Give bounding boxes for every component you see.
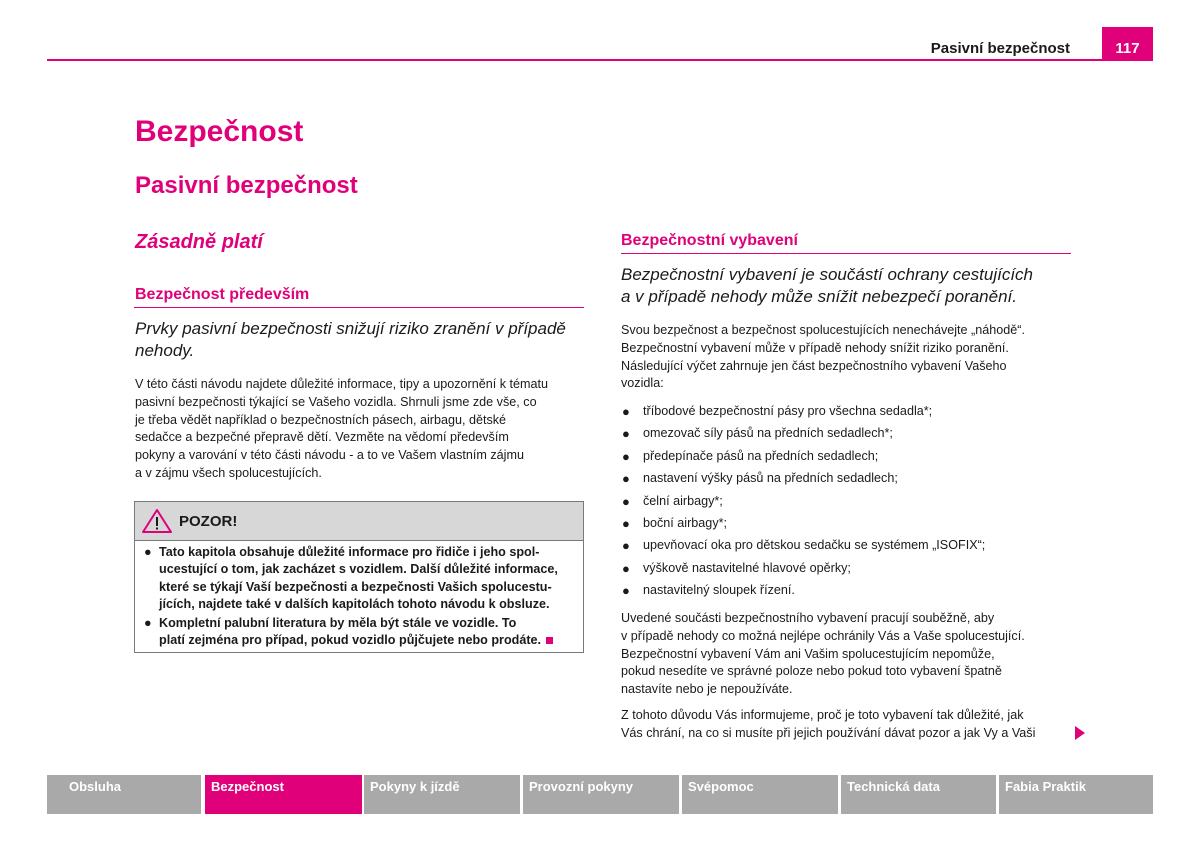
tab-bezpecnost[interactable] — [205, 775, 362, 814]
text-line: Z tohoto důvodu Vás informujeme, proč je toto vybavení tak důležité, jak — [621, 708, 1024, 722]
header-rule — [47, 59, 1153, 61]
tab-svepomoc[interactable] — [682, 775, 838, 814]
text-line: platí zejména pro případ, pokud vozidlo půjčujete nebo prodáte. — [159, 633, 542, 648]
running-header-title: Pasivní bezpečnost — [930, 40, 1070, 57]
list-item — [621, 493, 1071, 515]
tab-label: Provozní pokyny — [529, 779, 634, 794]
bullet-dot-icon: ● — [622, 448, 630, 464]
tab-label: Obsluha — [69, 779, 122, 794]
list-item — [621, 515, 1071, 537]
bullet-dot-icon: ● — [144, 616, 152, 631]
text-line: sedačce a bezpečné přepravě dětí. Vezměte na vědomí především — [135, 430, 509, 445]
list-item-text: čelní airbagy*; — [643, 493, 723, 508]
tab-label: Technická data — [847, 779, 940, 794]
warning-body — [135, 541, 583, 650]
tab-label: Fabia Praktik — [1005, 779, 1086, 794]
bullet-dot-icon: ● — [622, 560, 630, 576]
bullet-dot-icon: ● — [622, 404, 630, 419]
text-line: v případě nehody co možná nejlépe ochránily Vás a Vaše spolucestující. — [621, 628, 1025, 643]
list-item-text: předepínače pásů na předních sedadlech; — [643, 448, 879, 463]
warning-item — [141, 544, 577, 613]
chapter-title: Bezpečnost — [135, 115, 304, 148]
tab-label: Svépomoc — [688, 779, 754, 794]
right-subhead: Bezpečnostní vybavení — [621, 232, 798, 249]
list-item — [621, 448, 1071, 470]
warning-triangle-icon — [141, 508, 173, 534]
left-subhead: Bezpečnost především — [135, 286, 310, 303]
right-intro-paragraph — [621, 322, 1091, 393]
text-line: je třeba vědět například o bezpečnostních pásech, airbagu, dětské — [135, 412, 507, 427]
warning-header — [135, 502, 583, 541]
text-line: vozidla: — [621, 376, 664, 391]
bullet-dot-icon: ● — [622, 471, 630, 487]
right-paragraph-3 — [621, 707, 1091, 743]
text-line: jících, najdete také v dalších kapitolách tohoto návodu k obsluze. — [159, 596, 550, 611]
page-number: 117 — [1102, 27, 1153, 60]
subsection-title: Zásadně platí — [135, 231, 263, 253]
list-item — [621, 560, 1071, 582]
list-item-text: tříbodové bezpečnostní pásy pro všechna sedadla*; — [643, 404, 933, 418]
right-paragraph-2 — [621, 610, 1091, 699]
warning-item — [141, 615, 577, 650]
text-line: Bezpečnostní vybavení Vám ani Vašim spolucestujícím nepomůže, — [621, 646, 995, 661]
left-lead — [135, 318, 595, 362]
end-square-icon — [546, 637, 553, 644]
bullet-dot-icon: ● — [622, 426, 630, 442]
bullet-dot-icon: ● — [622, 515, 630, 531]
right-lead — [621, 264, 1081, 308]
warning-title: POZOR! — [179, 512, 238, 530]
text-line: pasivní bezpečnosti týkající se Vašeho vozidla. Shrnuli jsme zde vše, co — [135, 394, 537, 409]
text-line: nastavíte nebo je nepoužíváte. — [621, 682, 793, 697]
safety-equipment-list — [621, 403, 1071, 605]
bullet-dot-icon: ● — [622, 493, 630, 509]
bullet-dot-icon: ● — [622, 583, 630, 599]
right-lead-line: Bezpečnostní vybavení je součástí ochrany cestujících — [621, 265, 1034, 284]
continue-arrow-icon — [1075, 726, 1085, 740]
text-line: pokyny a varování v této části návodu - a to ve Vašem vlastním zájmu — [135, 448, 524, 463]
tab-technicka-data[interactable] — [841, 775, 996, 814]
tab-fabia-praktik[interactable] — [999, 775, 1153, 814]
text-line: Následující výčet zahrnuje jen část bezpečnostního vybavení Vašeho — [621, 358, 1007, 373]
text-line: a v zájmu všech spolucestujících. — [135, 465, 322, 480]
section-title: Pasivní bezpečnost — [135, 172, 358, 199]
list-item — [621, 582, 1071, 604]
text-line: ucestující o tom, jak zacházet s vozidlem. Další důležité informace, — [159, 562, 558, 577]
list-item-text: nastavitelný sloupek řízení. — [643, 583, 795, 598]
list-item-text: omezovač síly pásů na předních sedadlech*; — [643, 426, 893, 441]
text-line: které se týkají Vaší bezpečnosti a bezpečnosti Vašich spolucestu- — [159, 579, 552, 594]
list-item — [621, 470, 1071, 492]
left-lead-line: nehody. — [135, 341, 195, 360]
text-line: V této části návodu najdete důležité informace, tipy a upozornění k tématu — [135, 377, 549, 391]
text-line: Kompletní palubní literatura by měla být stále ve vozidle. To — [159, 616, 517, 631]
list-item — [621, 537, 1071, 559]
text-line: Svou bezpečnost a bezpečnost spolucestujících nenechávejte „náhodě“. — [621, 323, 1025, 337]
text-line: Vás chrání, na co si musíte při jejich používání dávat pozor a jak Vy a Vaši — [621, 725, 1036, 740]
text-line-with-end-mark — [159, 632, 577, 649]
tab-label: Pokyny k jízdě — [370, 779, 460, 794]
left-lead-line: Prvky pasivní bezpečnosti snižují riziko zranění v případě — [135, 319, 566, 338]
left-subhead-rule — [134, 307, 584, 308]
list-item — [621, 425, 1071, 447]
warning-box — [134, 501, 584, 653]
tab-provozni-pokyny[interactable] — [523, 775, 679, 814]
text-line: Tato kapitola obsahuje důležité informace pro řidiče i jeho spol- — [159, 545, 540, 559]
tab-obsluha[interactable] — [47, 775, 201, 814]
list-item-text: nastavení výšky pásů na předních sedadlech; — [643, 471, 898, 486]
right-lead-line: a v případě nehody může snížit nebezpečí poranění. — [621, 287, 1017, 306]
text-line: pokud nesedíte ve správné poloze nebo pokud toto vybavení špatně — [621, 664, 1002, 679]
bullet-dot-icon: ● — [622, 538, 630, 554]
list-item-text: upevňovací oka pro dětskou sedačku se systémem „ISOFIX“; — [643, 538, 986, 553]
tab-pokyny-k-jizde[interactable] — [364, 775, 520, 814]
list-item — [621, 403, 1071, 425]
tab-label: Bezpečnost — [211, 779, 284, 794]
list-item-text: výškově nastavitelné hlavové opěrky; — [643, 560, 851, 575]
left-body-paragraph — [135, 376, 595, 483]
list-item-text: boční airbagy*; — [643, 515, 728, 530]
right-subhead-rule — [621, 253, 1071, 254]
text-line: Uvedené součásti bezpečnostního vybavení pracují souběžně, aby — [621, 611, 995, 625]
bullet-dot-icon: ● — [144, 545, 152, 559]
text-line: Bezpečnostní vybavení může v případě nehody snížit riziko poranění. — [621, 340, 1009, 355]
